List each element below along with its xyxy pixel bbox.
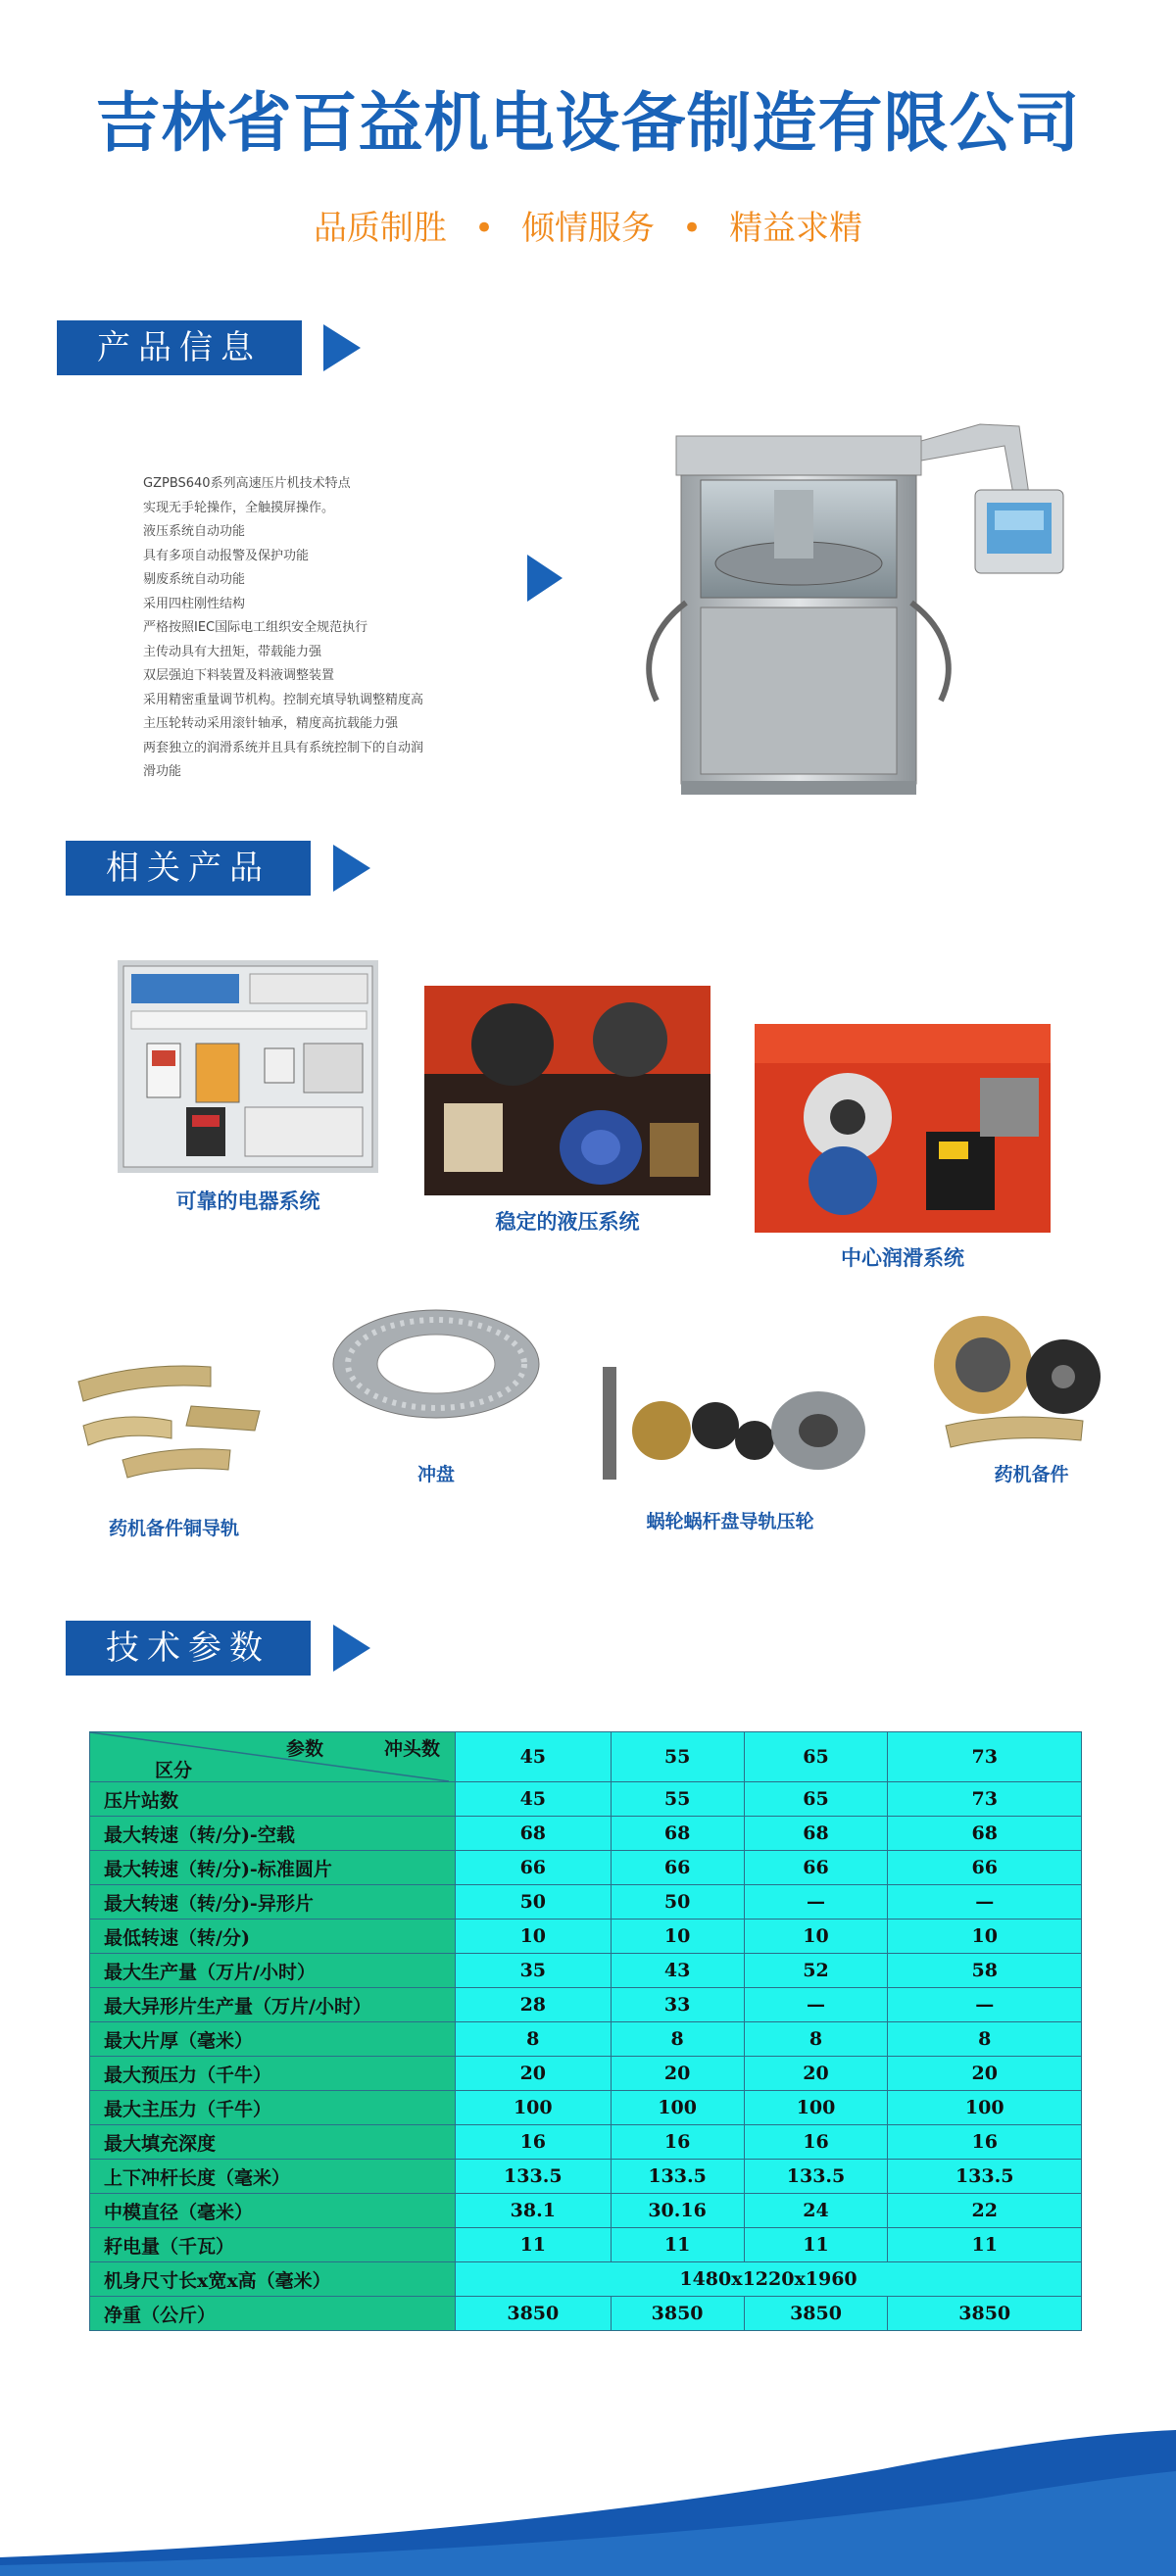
spec-table xyxy=(89,1731,1082,2331)
cell: 133.5 xyxy=(611,2160,744,2194)
cell: 24 xyxy=(744,2194,888,2228)
header-diagonal-cell xyxy=(90,1732,456,1782)
cell: 58 xyxy=(888,1954,1082,1988)
table-row xyxy=(90,2022,1082,2057)
caption-lubrication: 中心润滑系统 xyxy=(841,1246,964,1270)
cell: 3850 xyxy=(888,2297,1082,2331)
section-arrow-icon xyxy=(333,1625,370,1672)
slogan-dot: • xyxy=(473,209,494,248)
feature-item: 液压系统自动功能 xyxy=(143,524,246,539)
caption-hydraulic: 稳定的液压系统 xyxy=(495,1210,640,1234)
table-row xyxy=(90,2297,1082,2331)
section-arrow-icon xyxy=(323,324,361,371)
slogan-service: 倾情服务 xyxy=(521,209,655,248)
pointer-arrow-icon xyxy=(527,555,563,602)
slogan-precision: 精益求精 xyxy=(729,209,863,248)
header-section: 区分 xyxy=(155,1760,193,1781)
row-label: 最大转速（转/分)-空载 xyxy=(90,1817,456,1851)
row-label: 最大预压力（千牛） xyxy=(90,2057,456,2091)
cell: 100 xyxy=(456,2091,612,2125)
cell: 38.1 xyxy=(456,2194,612,2228)
cell: 100 xyxy=(611,2091,744,2125)
copper-guide-rail-image xyxy=(64,1352,284,1494)
cell: 66 xyxy=(744,1851,888,1885)
slogan-quality: 品质制胜 xyxy=(313,209,447,248)
cell: 33 xyxy=(611,1988,744,2022)
cell: 133.5 xyxy=(744,2160,888,2194)
cell: 68 xyxy=(888,1817,1082,1851)
cell: 8 xyxy=(456,2022,612,2057)
cell: 66 xyxy=(611,1851,744,1885)
cell: 100 xyxy=(744,2091,888,2125)
row-label: 最低转速（转/分) xyxy=(90,1920,456,1954)
cell: 66 xyxy=(888,1851,1082,1885)
table-row xyxy=(90,2091,1082,2125)
table-row xyxy=(90,2262,1082,2297)
table-row xyxy=(90,2160,1082,2194)
lubrication-system-image xyxy=(755,1024,1051,1233)
cell: 11 xyxy=(744,2228,888,2262)
cell: 3850 xyxy=(456,2297,612,2331)
cell: 30.16 xyxy=(611,2194,744,2228)
cell: 50 xyxy=(456,1885,612,1920)
row-label: 压片站数 xyxy=(90,1782,456,1817)
cell: 1480x1220x1960 xyxy=(456,2262,1082,2297)
cell: 11 xyxy=(888,2228,1082,2262)
cell: 20 xyxy=(888,2057,1082,2091)
punch-plate-image xyxy=(328,1305,544,1433)
tablet-press-image xyxy=(627,416,1078,808)
cell: 73 xyxy=(888,1782,1082,1817)
cell: 100 xyxy=(888,2091,1082,2125)
cell: 16 xyxy=(611,2125,744,2160)
header-col: 73 xyxy=(888,1732,1082,1782)
table-row xyxy=(90,1817,1082,1851)
cell: 133.5 xyxy=(456,2160,612,2194)
row-label: 上下冲杆长度（毫米） xyxy=(90,2160,456,2194)
table-row xyxy=(90,2228,1082,2262)
electrical-system-image xyxy=(118,960,378,1173)
cell: 68 xyxy=(744,1817,888,1851)
header-col: 45 xyxy=(456,1732,612,1782)
company-title: 吉林省百益机电设备制造有限公司 xyxy=(95,85,1081,161)
cell: 20 xyxy=(744,2057,888,2091)
cell: 16 xyxy=(456,2125,612,2160)
table-row xyxy=(90,2125,1082,2160)
row-label: 最大转速（转/分)-标准圆片 xyxy=(90,1851,456,1885)
caption-electrical: 可靠的电器系统 xyxy=(175,1190,320,1213)
row-label: 最大主压力（千牛） xyxy=(90,2091,456,2125)
caption-spare-parts: 药机备件 xyxy=(994,1464,1069,1485)
slogan xyxy=(0,201,1176,249)
row-label: 最大填充深度 xyxy=(90,2125,456,2160)
cell: 16 xyxy=(744,2125,888,2160)
feature-item: 滑功能 xyxy=(143,764,182,779)
cell: 10 xyxy=(744,1920,888,1954)
row-label: 最大转速（转/分)-异形片 xyxy=(90,1885,456,1920)
cell: 8 xyxy=(888,2022,1082,2057)
caption-worm-gear: 蜗轮蜗杆盘导轨压轮 xyxy=(646,1511,814,1532)
feature-item: 实现无手轮操作，全触摸屏操作。 xyxy=(143,500,335,515)
worm-gear-image xyxy=(588,1357,872,1494)
cell: 65 xyxy=(744,1782,888,1817)
spare-parts-image xyxy=(926,1308,1112,1455)
caption-copper-rail: 药机备件铜导轨 xyxy=(108,1518,239,1539)
cell: 11 xyxy=(456,2228,612,2262)
slogan-dot: • xyxy=(682,209,703,248)
table-row xyxy=(90,1920,1082,1954)
feature-item: 主传动具有大扭矩，带载能力强 xyxy=(143,644,322,659)
section-product-info: 产品信息 xyxy=(57,320,302,375)
feature-item: 严格按照IEC国际电工组织安全规范执行 xyxy=(143,620,368,635)
cell: 68 xyxy=(456,1817,612,1851)
header-col: 55 xyxy=(611,1732,744,1782)
cell: 20 xyxy=(456,2057,612,2091)
row-label: 净重（公斤） xyxy=(90,2297,456,2331)
cell: 45 xyxy=(456,1782,612,1817)
cell: 68 xyxy=(611,1817,744,1851)
cell: 28 xyxy=(456,1988,612,2022)
table-row xyxy=(90,1988,1082,2022)
table-row xyxy=(90,1885,1082,1920)
cell: 3850 xyxy=(744,2297,888,2331)
section-arrow-icon xyxy=(333,845,370,892)
feature-item: 采用精密重量调节机构。控制充填导轨调整精度高 xyxy=(143,692,424,707)
cell: — xyxy=(888,1988,1082,2022)
section-related: 相关产品 xyxy=(66,841,311,896)
cell: — xyxy=(744,1988,888,2022)
header-col: 65 xyxy=(744,1732,888,1782)
feature-item: 具有多项自动报警及保护功能 xyxy=(143,548,310,563)
cell: 8 xyxy=(611,2022,744,2057)
cell: 10 xyxy=(611,1920,744,1954)
cell: 43 xyxy=(611,1954,744,1988)
cell: 10 xyxy=(456,1920,612,1954)
table-row xyxy=(90,1851,1082,1885)
feature-item: 采用四柱刚性结构 xyxy=(143,596,246,611)
cell: 133.5 xyxy=(888,2160,1082,2194)
cell: — xyxy=(744,1885,888,1920)
cell: — xyxy=(888,1885,1082,1920)
feature-list xyxy=(143,472,466,785)
table-row xyxy=(90,1782,1082,1817)
feature-item: GZPBS640系列高速压片机技术特点 xyxy=(143,476,351,491)
header-param: 参数 xyxy=(286,1738,324,1760)
hydraulic-system-image xyxy=(424,986,710,1195)
cell: 50 xyxy=(611,1885,744,1920)
cell: 8 xyxy=(744,2022,888,2057)
cell: 11 xyxy=(611,2228,744,2262)
table-row xyxy=(90,2194,1082,2228)
cell: 66 xyxy=(456,1851,612,1885)
row-label: 最大生产量（万片/小时） xyxy=(90,1954,456,1988)
feature-item: 主压轮转动采用滚针轴承，精度高抗载能力强 xyxy=(143,716,399,731)
row-label: 最大片厚（毫米） xyxy=(90,2022,456,2057)
cell: 20 xyxy=(611,2057,744,2091)
feature-item: 剔废系统自动功能 xyxy=(143,572,246,587)
cell: 3850 xyxy=(611,2297,744,2331)
row-label: 中模直径（毫米） xyxy=(90,2194,456,2228)
cell: 22 xyxy=(888,2194,1082,2228)
cell: 55 xyxy=(611,1782,744,1817)
table-row xyxy=(90,1954,1082,1988)
feature-item: 双层强迫下料装置及料液调整装置 xyxy=(143,668,335,683)
caption-punch-plate: 冲盘 xyxy=(416,1464,455,1485)
row-label: 耔电量（千瓦） xyxy=(90,2228,456,2262)
bottom-wave-decoration xyxy=(0,2410,1176,2576)
table-header-row xyxy=(90,1732,1082,1782)
cell: 35 xyxy=(456,1954,612,1988)
row-label: 最大异形片生产量（万片/小时） xyxy=(90,1988,456,2022)
section-tech: 技术参数 xyxy=(66,1621,311,1676)
header-punch: 冲头数 xyxy=(384,1738,441,1760)
row-label: 机身尺寸长x宽x高（毫米） xyxy=(90,2262,456,2297)
cell: 16 xyxy=(888,2125,1082,2160)
cell: 52 xyxy=(744,1954,888,1988)
table-row xyxy=(90,2057,1082,2091)
cell: 10 xyxy=(888,1920,1082,1954)
feature-item: 两套独立的润滑系统并且具有系统控制下的自动润 xyxy=(143,740,424,755)
